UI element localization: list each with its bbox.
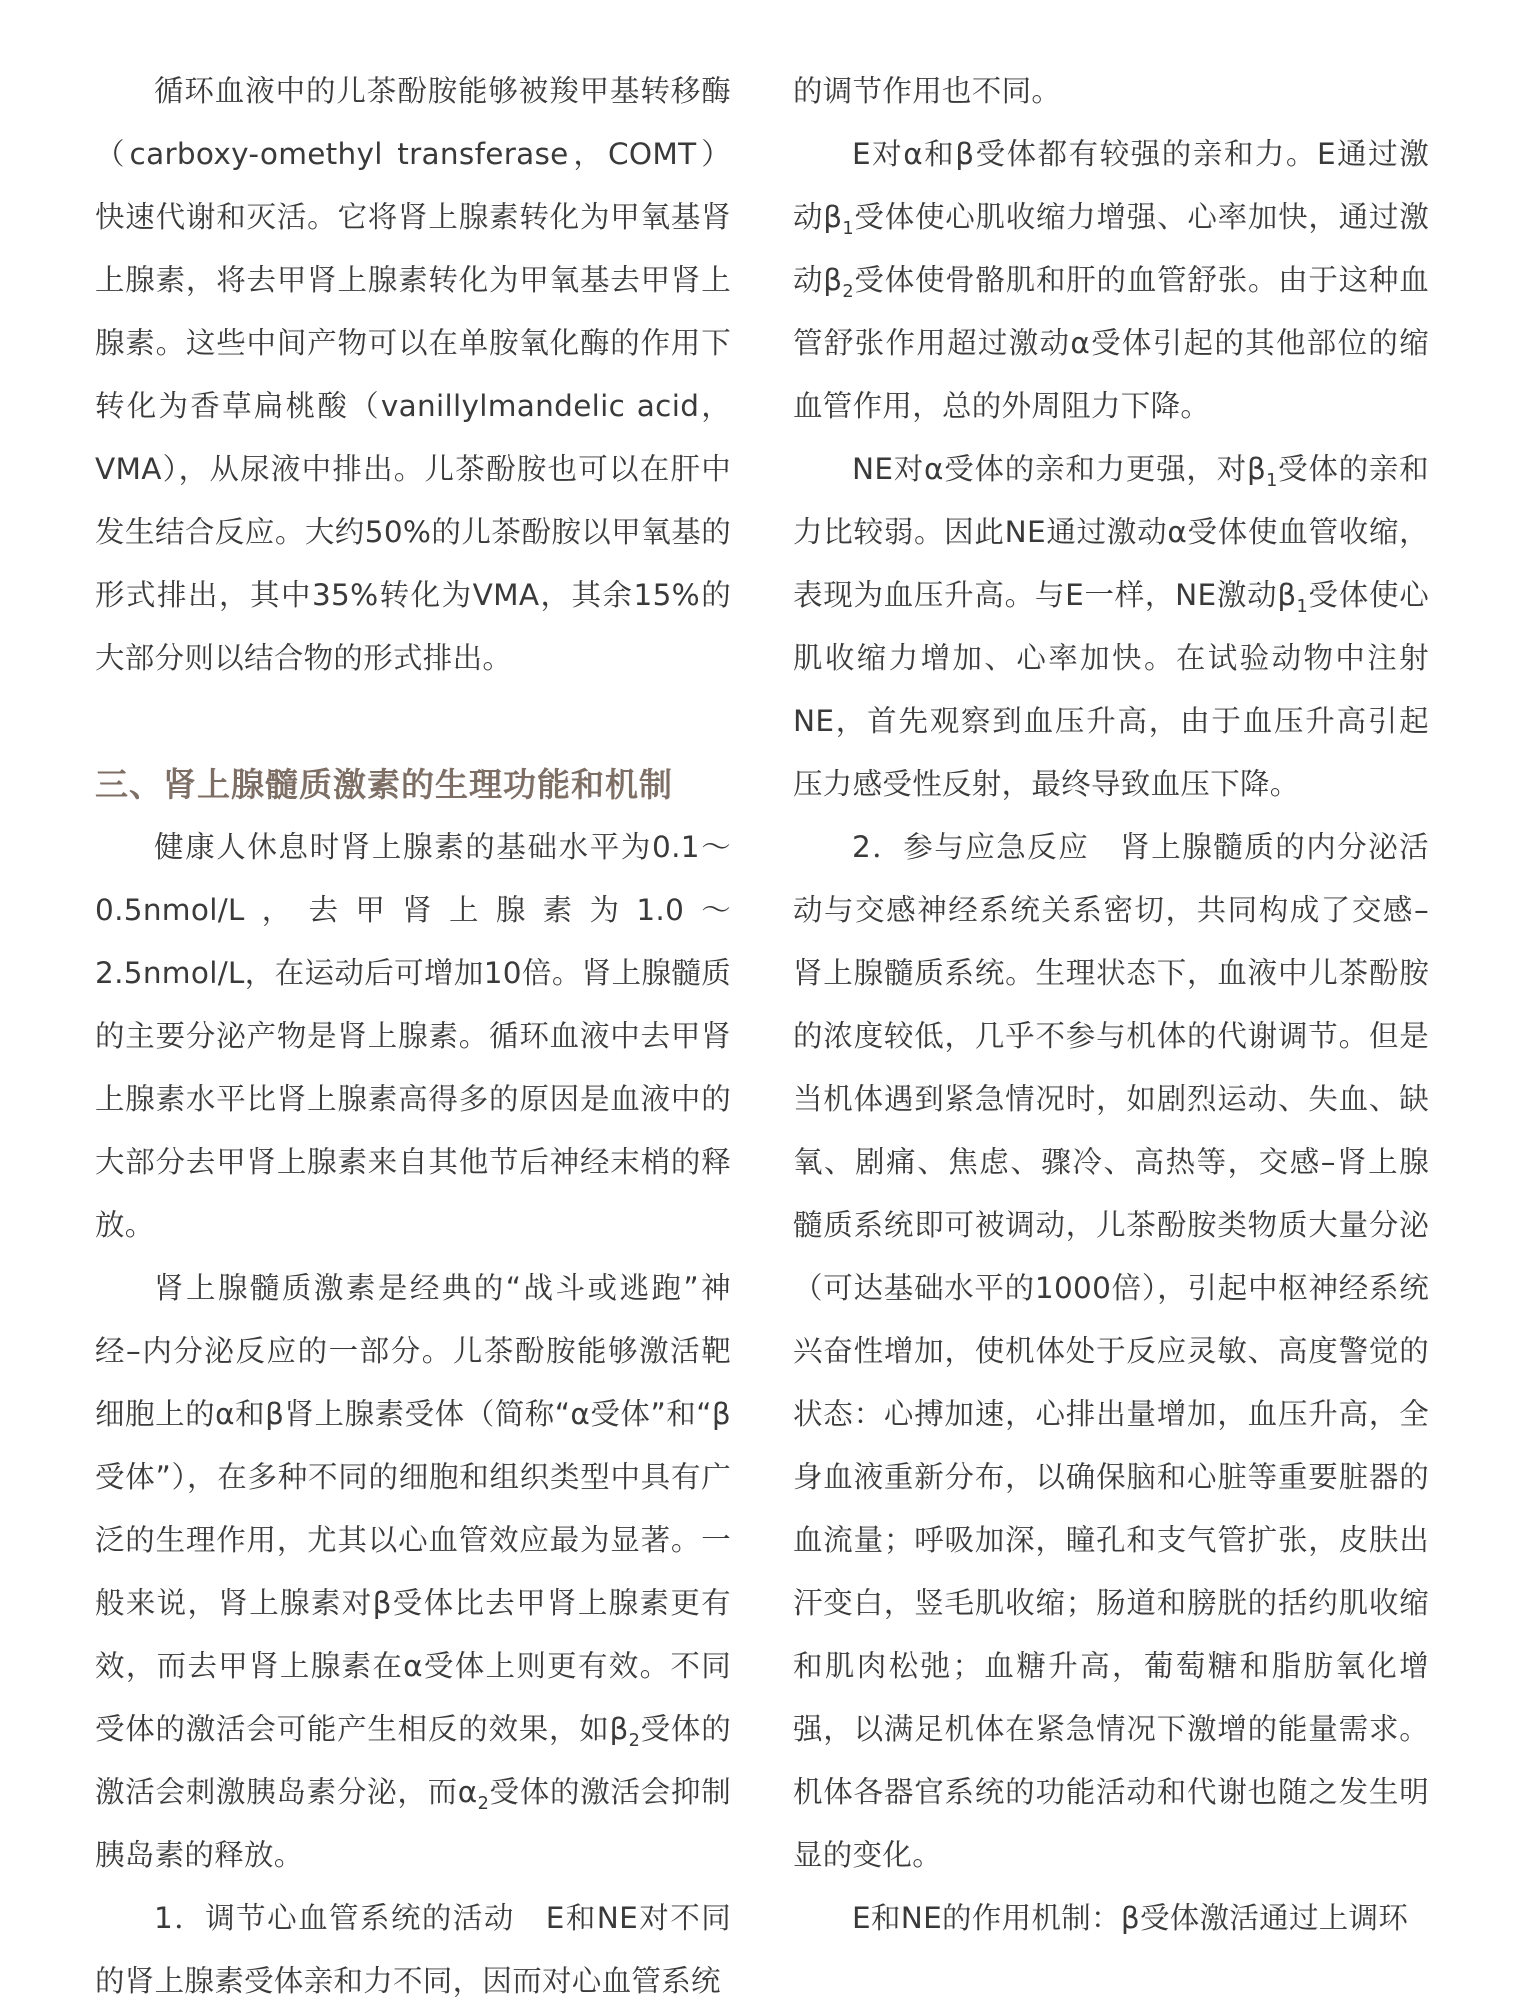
paragraph-cardiovascular-regulation: 1．调节心血管系统的活动 E和NE对不同的肾上腺素受体亲和力不同，因而对心血管系统 — [95, 1901, 731, 1998]
paragraph-epinephrine-effects — [793, 123, 1429, 438]
subscript: 1 — [1266, 470, 1278, 491]
text-run: 受体使心肌收缩力增强、心率加快，通过激动β — [793, 200, 1430, 297]
paragraph-norepinephrine-effects — [793, 438, 1429, 816]
paragraph-mechanism: E和NE的作用机制：β受体激活通过上调环 — [852, 1901, 1409, 1935]
subscript: 1 — [842, 218, 854, 239]
text-run: 肾上腺髓质激素是经典的“战斗或逃跑”神经–内分泌反应的一部分。儿茶酚胺能够激活靶细胞上的α和β肾上腺素受体（简称“α受体”和“β受体”），在多种不同的细胞和组织类型中具有广泛的生理作用，尤其以心血管效应最为显著。一般来说，肾上腺素对β受体比去甲肾上腺素更有效，而去甲肾上腺素在α受体上则更有效。不同受体的激活会可能产生相反的效果，如β — [95, 1271, 731, 1746]
subscript: 2 — [842, 281, 854, 302]
text-run: 受体的亲和力比较弱。因此NE通过激动α受体使血管收缩，表现为血压升高。与E一样，NE激动β — [793, 452, 1429, 612]
text-run: NE对α受体的亲和力更强，对β — [852, 452, 1267, 486]
paragraph-catecholamine-metabolism: 循环血液中的儿茶酚胺能够被羧甲基转移酶（carboxy-omethyl transferase，COMT）快速代谢和灭活。它将肾上腺素转化为甲氧基肾上腺素，将去甲肾上腺素转化为甲氧基去甲肾上腺素。这些中间产物可以在单胺氧化酶的作用下转化为香草扁桃酸（vanillylmandelic acid，VMA），从尿液中排出。儿茶酚胺也可以在肝中发生结合反应。大约50%的儿茶酚胺以甲氧基的形式排出，其中35%转化为VMA，其余15%的大部分则以结合物的形式排出。 — [95, 74, 731, 675]
section-spacer — [95, 690, 731, 753]
text-run: E对α和β受体都有较强的亲和力。E通过激动β — [793, 137, 1429, 234]
paragraph-basal-levels: 健康人休息时肾上腺素的基础水平为0.1～0.5nmol/L，去甲肾上腺素为1.0～2.5nmol/L，在运动后可增加10倍。肾上腺髓质的主要分泌产物是肾上腺素。循环血液中去甲肾上腺素水平比肾上腺素高得多的原因是血液中的大部分去甲肾上腺素来自其他节后神经末梢的释放。 — [95, 830, 731, 1242]
section-heading: 三、肾上腺髓质激素的生理功能和机制 — [95, 765, 673, 804]
paragraph-continuation: 的调节作用也不同。 — [793, 74, 1062, 108]
subscript: 2 — [477, 1793, 490, 1814]
right-column — [793, 60, 1429, 1950]
text-run: 受体使骨骼肌和肝的血管舒张。由于这种血管舒张作用超过激动α受体引起的其他部位的缩血管作用，总的外周阻力下降。 — [793, 263, 1430, 423]
left-column — [95, 60, 731, 2013]
text-run: 受体的激活会刺激胰岛素分泌，而α — [95, 1712, 731, 1809]
subscript: 1 — [1296, 596, 1309, 617]
paragraph-stress-response: 2．参与应急反应 肾上腺髓质的内分泌活动与交感神经系统关系密切，共同构成了交感–肾上腺髓质系统。生理状态下，血液中儿茶酚胺的浓度较低，几乎不参与机体的代谢调节。但是当机体遇到紧急情况时，如剧烈运动、失血、缺氧、剧痛、焦虑、骤冷、高热等，交感–肾上腺髓质系统即可被调动，儿茶酚胺类物质大量分泌（可达基础水平的1000倍），引起中枢神经系统兴奋性增加，使机体处于反应灵敏、高度警觉的状态：心搏加速，心排出量增加，血压升高，全身血液重新分布，以确保脑和心脏等重要脏器的血流量；呼吸加深，瞳孔和支气管扩张，皮肤出汗变白，竖毛肌收缩；肠道和膀胱的括约肌收缩和肌肉松弛；血糖升高，葡萄糖和脂肪氧化增强，以满足机体在紧急情况下激增的能量需求。机体各器官系统的功能活动和代谢也随之发生明显的变化。 — [793, 830, 1429, 1872]
text-run: 受体的激活会抑制胰岛素的释放。 — [95, 1775, 731, 1872]
subscript: 2 — [628, 1730, 641, 1751]
paragraph-fight-or-flight — [95, 1257, 731, 1887]
text-run: 受体使心肌收缩力增加、心率加快。在试验动物中注射NE，首先观察到血压升高，由于血压升高引起压力感受性反射，最终导致血压下降。 — [793, 578, 1429, 801]
